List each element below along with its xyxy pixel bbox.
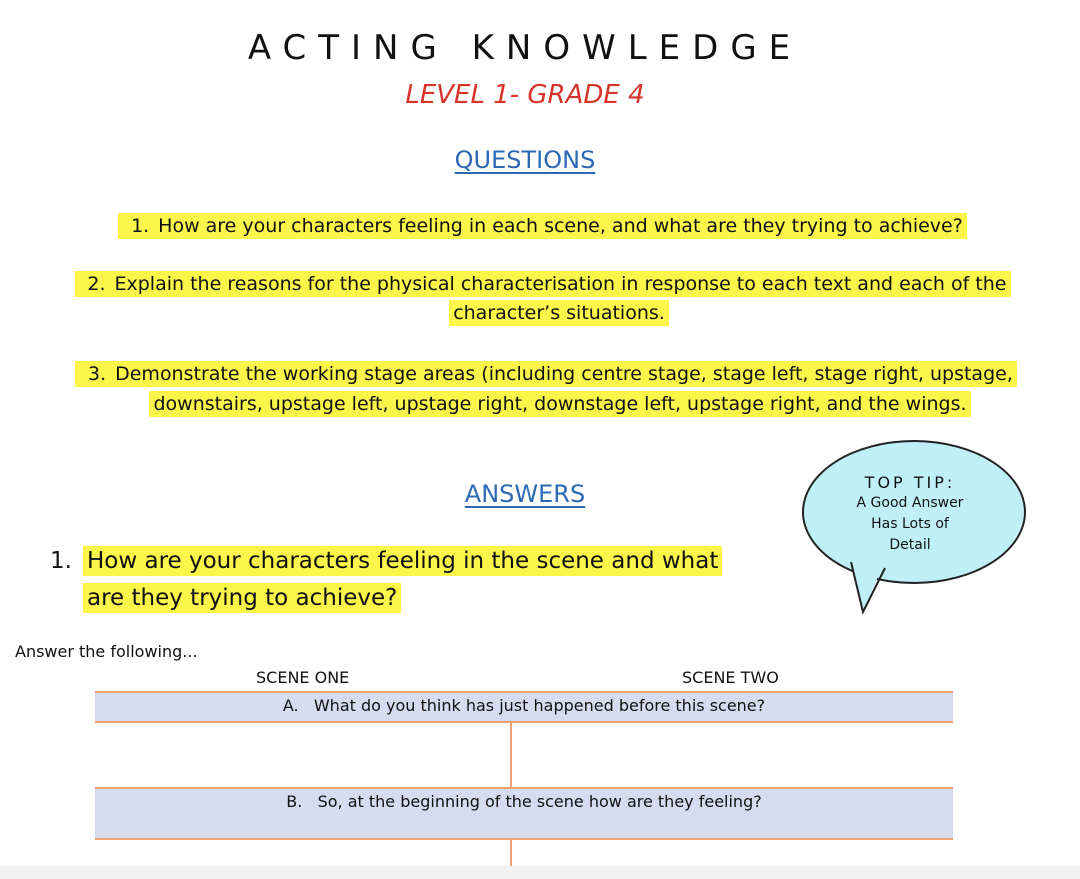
question-text: How are your characters feeling in each scene, and what are they trying to achieve? (158, 215, 963, 237)
column-header-scene-two: SCENE TWO (682, 668, 779, 687)
answer-question-text: How are your characters feeling in the scene and what (83, 546, 722, 576)
top-tip-line: A Good Answer (856, 495, 964, 511)
question-number: 2. (87, 273, 106, 295)
speech-bubble-tail-icon (845, 560, 895, 615)
answer-question-line-2 (83, 580, 401, 617)
answer-question-number: 1. (50, 548, 72, 574)
page-subtitle: LEVEL 1- GRADE 4 (405, 80, 645, 110)
answer-cell-a-scene-two[interactable] (512, 721, 953, 787)
answer-question-text: are they trying to achieve? (83, 583, 401, 613)
question-1 (0, 211, 1080, 241)
table-row-band-a (95, 691, 953, 723)
page-edge (0, 866, 1080, 879)
row-question: What do you think has just happened before this scene? (313, 696, 766, 715)
row-question: So, at the beginning of the scene how are they feeling? (317, 792, 762, 811)
question-number: 1. (131, 215, 150, 237)
top-tip-text (812, 472, 1008, 556)
answer-instruction: Answer the following... (15, 642, 198, 661)
answer-cell-a-scene-one[interactable] (95, 721, 510, 787)
question-2 (0, 269, 1080, 299)
row-label-a (95, 693, 953, 715)
question-3-line-2 (0, 389, 1080, 419)
answer-question-line-1 (83, 543, 722, 580)
question-text: downstairs, upstage left, upstage right, downstage left, upstage right, and the wings. (149, 391, 970, 417)
row-letter: A. (282, 696, 299, 715)
answer-cell-b-scene-two[interactable] (512, 838, 953, 866)
questions-heading: QUESTIONS (454, 146, 596, 174)
top-tip-line: Detail (889, 537, 931, 553)
question-text: Demonstrate the working stage areas (including centre stage, stage left, stage right, upstage, (115, 363, 1013, 385)
question-text: Explain the reasons for the physical characterisation in response to each text and each of the (114, 273, 1007, 295)
row-label-b (95, 789, 953, 811)
question-number: 3. (88, 363, 107, 385)
table-row-band-b (95, 787, 953, 840)
question-text: character’s situations. (449, 300, 669, 326)
answers-heading: ANSWERS (464, 480, 586, 508)
column-header-scene-one: SCENE ONE (256, 668, 350, 687)
question-2-line-2 (0, 298, 1080, 328)
top-tip-line: Has Lots of (871, 516, 949, 532)
question-3 (0, 359, 1080, 389)
row-letter: B. (286, 792, 303, 811)
answer-cell-b-scene-one[interactable] (95, 838, 510, 866)
top-tip-heading: TOP TIP: (864, 473, 956, 492)
page-title: ACTING KNOWLEDGE (247, 28, 803, 68)
